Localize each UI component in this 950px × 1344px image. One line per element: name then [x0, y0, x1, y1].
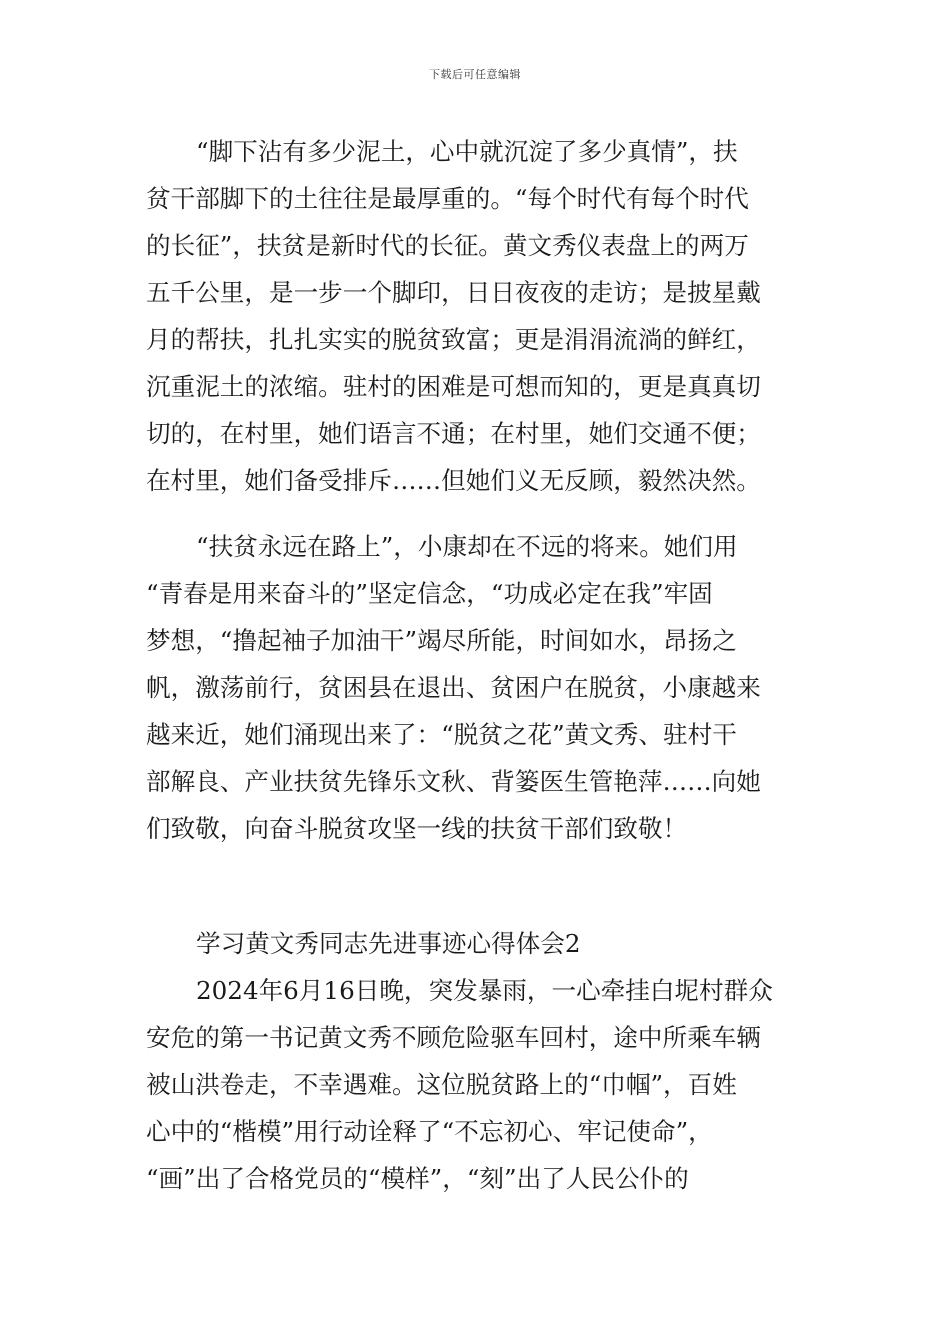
- paragraph-1-line-1: “脚下沾有多少泥土，心中就沉淀了多少真情”，扶: [196, 137, 738, 166]
- paragraph-3-line-5: “画”出了合格党员的“模样”，“刻”出了人民公仆的: [146, 1164, 689, 1193]
- paragraph-3-line-3: 被山洪卷走，不幸遇难。这位脱贫路上的“巾帼”，百姓: [146, 1070, 737, 1099]
- paragraph-2-line-1: “扶贫永远在路上”，小康却在不远的将来。她们用: [196, 532, 738, 561]
- paragraph-2-line-5: 越来近，她们涌现出来了：“脱贫之花”黄文秀、驻村干: [146, 720, 737, 749]
- paragraph-3-line-1: 2024年6月16日晚，突发暴雨，一心牵挂白坭村群众: [196, 976, 773, 1005]
- paragraph-2-line-2: “青春是用来奋斗的”坚定信念，“功成必定在我”牢固: [146, 579, 713, 608]
- paragraph-1-line-8: 在村里，她们备受排斥……但她们义无反顾，毅然决然。: [146, 466, 761, 495]
- paragraph-2-line-4: 帆，激荡前行，贫困县在退出、贫困户在脱贫，小康越来: [146, 673, 761, 702]
- paragraph-1-line-7: 切的，在村里，她们语言不通；在村里，她们交通不便；: [146, 419, 761, 448]
- paragraph-1-line-4: 五千公里，是一步一个脚印，日日夜夜的走访；是披星戴: [146, 278, 761, 307]
- paragraph-1-line-5: 月的帮扶，扎扎实实的脱贫致富；更是涓涓流淌的鲜红，: [146, 325, 761, 354]
- section-heading: 学习黄文秀同志先进事迹心得体会2: [196, 929, 581, 958]
- paragraph-3-line-2: 安危的第一书记黄文秀不顾危险驱车回村，途中所乘车辆: [146, 1023, 761, 1052]
- paragraph-1-line-3: 的长征”，扶贫是新时代的长征。黄文秀仪表盘上的两万: [146, 231, 749, 260]
- paragraph-1-line-2: 贫干部脚下的土往往是最厚重的。“每个时代有每个时代: [146, 184, 749, 213]
- paragraph-2-line-6: 部解良、产业扶贫先锋乐文秋、背篓医生管艳萍……向她: [146, 767, 761, 796]
- paragraph-3-line-4: 心中的“楷模”用行动诠释了“不忘初心、牢记使命”，: [146, 1117, 713, 1146]
- paragraph-1-line-6: 沉重泥土的浓缩。驻村的困难是可想而知的，更是真真切: [146, 372, 761, 401]
- paragraph-2-line-7: 们致敬，向奋斗脱贫攻坚一线的扶贫干部们致敬！: [146, 814, 688, 843]
- page-header-note: 下载后可任意编辑: [429, 68, 521, 81]
- paragraph-2-line-3: 梦想，“撸起袖子加油干”竭尽所能，时间如水，昂扬之: [146, 626, 737, 655]
